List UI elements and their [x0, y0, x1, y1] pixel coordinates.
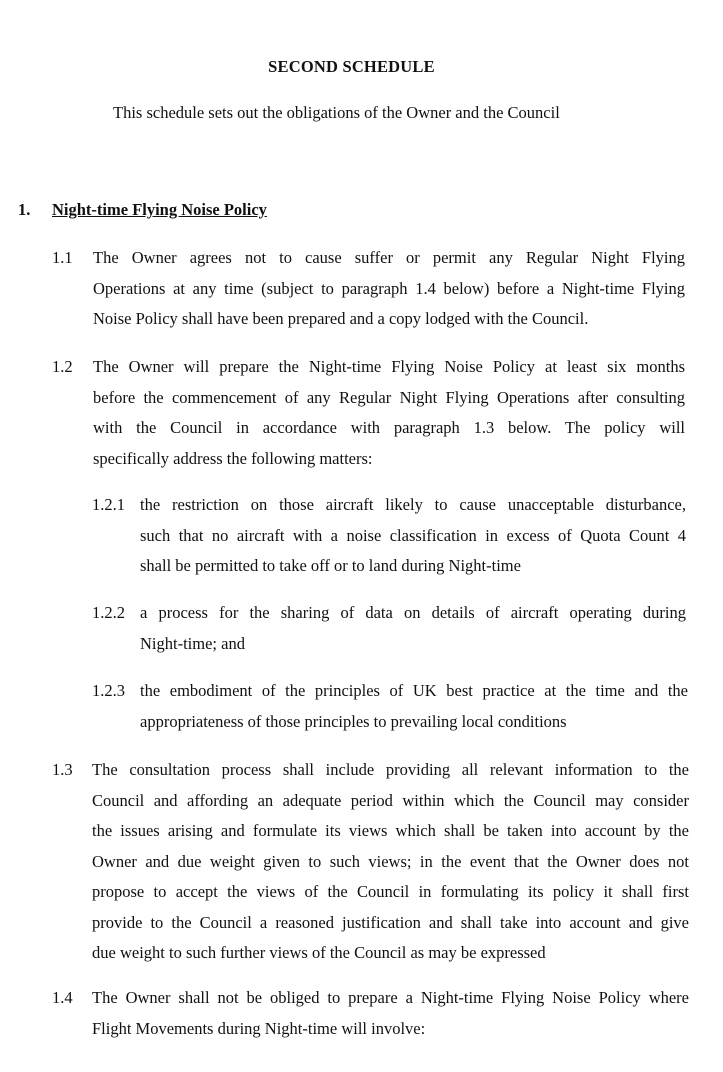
paragraph-line: such that no aircraft with a noise classification in excess of Quota Count 4: [140, 525, 686, 545]
section-heading: [18, 200, 267, 220]
paragraph-line: the embodiment of the principles of UK best practice at the time and the: [140, 681, 688, 700]
paragraph-number: 1.4: [52, 988, 73, 1007]
paragraph-line: with the Council in accordance with paragraph 1.3 below. The policy will: [93, 418, 685, 437]
paragraph-number: 1.2.3: [92, 681, 125, 700]
paragraph-line: Noise Policy shall have been prepared and a copy lodged with the Council.: [93, 309, 589, 328]
paragraph-body: [93, 352, 685, 474]
paragraph-number: 1.2.2: [92, 603, 125, 622]
paragraph-line: Operations at any time (subject to paragraph 1.4 below) before a Night-time Flying: [93, 278, 685, 298]
paragraph-line: The consultation process shall include providing all relevant information to the: [92, 760, 689, 779]
schedule-intro: This schedule sets out the obligations of the Owner and the Council: [113, 103, 560, 122]
paragraph-line: specifically address the following matters:: [93, 448, 373, 468]
section-heading-text: Night-time Flying Noise Policy: [52, 200, 267, 219]
paragraph-line: Owner and due weight given to such views; in the event that the Owner does not: [92, 851, 689, 871]
paragraph-line: due weight to such further views of the Council as may be expressed: [92, 943, 546, 962]
paragraph-number: 1.2: [52, 357, 73, 376]
paragraph-line: propose to accept the views of the Council in formulating its policy it shall first: [92, 882, 689, 901]
paragraph-1-4: [52, 983, 689, 1048]
paragraph-1-2-2: [92, 598, 686, 663]
paragraph-1-1: [52, 243, 685, 338]
paragraph-1-2-1: [92, 490, 686, 585]
paragraph-body: [140, 490, 686, 582]
paragraph-line: the restriction on those aircraft likely to cause unacceptable disturbance,: [140, 495, 686, 514]
paragraph-number: 1.3: [52, 760, 73, 779]
paragraph-body: [92, 983, 689, 1044]
paragraph-line: appropriateness of those principles to prevailing local conditions: [140, 711, 567, 731]
paragraph-line: provide to the Council a reasoned justification and shall take into account and give: [92, 912, 689, 932]
paragraph-line: the issues arising and formulate its views which shall be taken into account by the: [92, 821, 689, 840]
paragraph-line: a process for the sharing of data on details of aircraft operating during: [140, 603, 686, 622]
paragraph-number: 1.2.1: [92, 495, 125, 514]
paragraph-body: [140, 676, 688, 737]
paragraph-line: shall be permitted to take off or to land during Night-time: [140, 556, 521, 575]
paragraph-number: 1.1: [52, 248, 73, 267]
paragraph-line: The Owner will prepare the Night-time Flying Noise Policy at least six months: [93, 357, 685, 376]
paragraph-1-3: [52, 755, 689, 970]
section-number: 1.: [18, 200, 31, 219]
paragraph-line: Council and affording an adequate period within which the Council may consider: [92, 790, 689, 810]
schedule-title: SECOND SCHEDULE: [268, 57, 435, 76]
paragraph-1-2-3: [92, 676, 688, 741]
paragraph-line: Flight Movements during Night-time will involve:: [92, 1018, 426, 1038]
paragraph-body: [140, 598, 686, 659]
paragraph-line: The Owner agrees not to cause suffer or permit any Regular Night Flying: [93, 248, 685, 267]
paragraph-body: [92, 755, 689, 969]
paragraph-line: Night-time; and: [140, 633, 245, 653]
paragraph-line: before the commencement of any Regular Night Flying Operations after consulting: [93, 387, 685, 407]
paragraph-line: The Owner shall not be obliged to prepare a Night-time Flying Noise Policy where: [92, 988, 689, 1007]
paragraph-1-2: [52, 352, 685, 477]
paragraph-body: [93, 243, 685, 335]
